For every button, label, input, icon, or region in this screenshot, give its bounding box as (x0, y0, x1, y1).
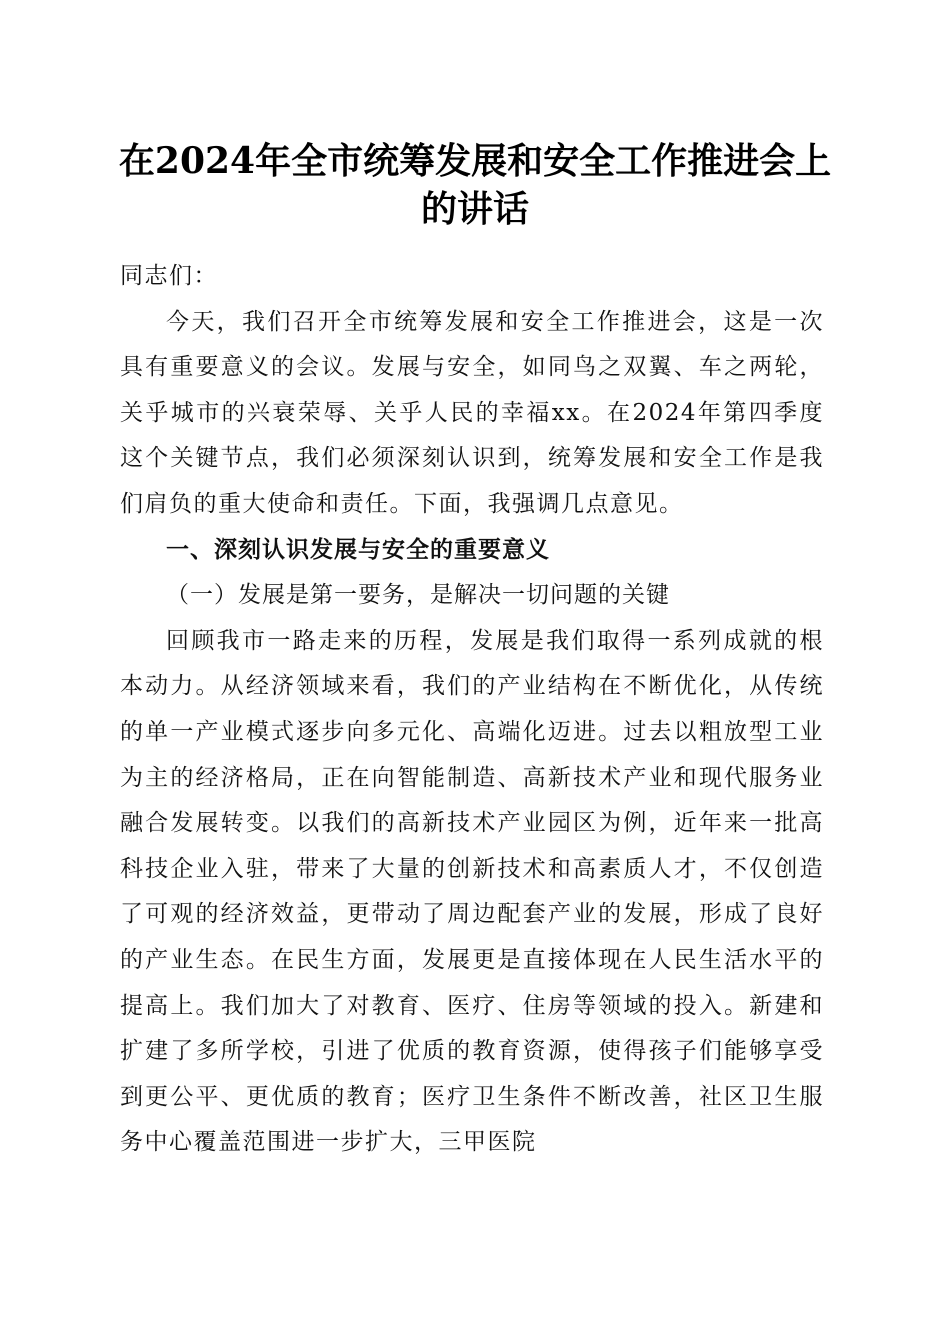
body-paragraph: 回顾我市一路走来的历程，发展是我们取得一系列成就的根本动力。从经济领域来看，我们的产业结构在不断优化，从传统的单一产业模式逐步向多元化、高端化迈进。过去以粗放型工业为主的经济格局，正在向智能制造、高新技术产业和现代服务业融合发展转变。以我们的高新技术产业园区为例，近年来一批高科技企业入驻，带来了大量的创新技术和高素质人才，不仅创造了可观的经济效益，更带动了周边配套产业的发展，形成了良好的产业生态。在民生方面，发展更是直接体现在人民生活水平的提高上。我们加大了对教育、医疗、住房等领域的投入。新建和扩建了多所学校，引进了优质的教育资源，使得孩子们能够享受到更公平、更优质的教育；医疗卫生条件不断改善，社区卫生服务中心覆盖范围进一步扩大，三甲医院 (120, 627, 824, 1156)
title-line-2: 的讲话 (420, 188, 529, 230)
subsection-heading: （一）发展是第一要务，是解决一切问题的关键 (166, 582, 670, 609)
salutation: 同志们： (120, 263, 218, 289)
document-title (100, 137, 850, 233)
intro-paragraph: 今天，我们召开全市统筹发展和安全工作推进会，这是一次具有重要意义的会议。发展与安全，如同鸟之双翼、车之两轮，关乎城市的兴衰荣辱、关乎人民的幸福xx。在2024年第四季度这个关键节点，我们必须深刻认识到，统筹发展和安全工作是我们肩负的重大使命和责任。下面，我强调几点意见。 (120, 308, 824, 517)
document-body (120, 254, 824, 1166)
section-heading: 一、深刻认识发展与安全的重要意义 (166, 536, 550, 563)
title-line-1: 在2024年全市统筹发展和安全工作推进会上 (118, 140, 832, 182)
